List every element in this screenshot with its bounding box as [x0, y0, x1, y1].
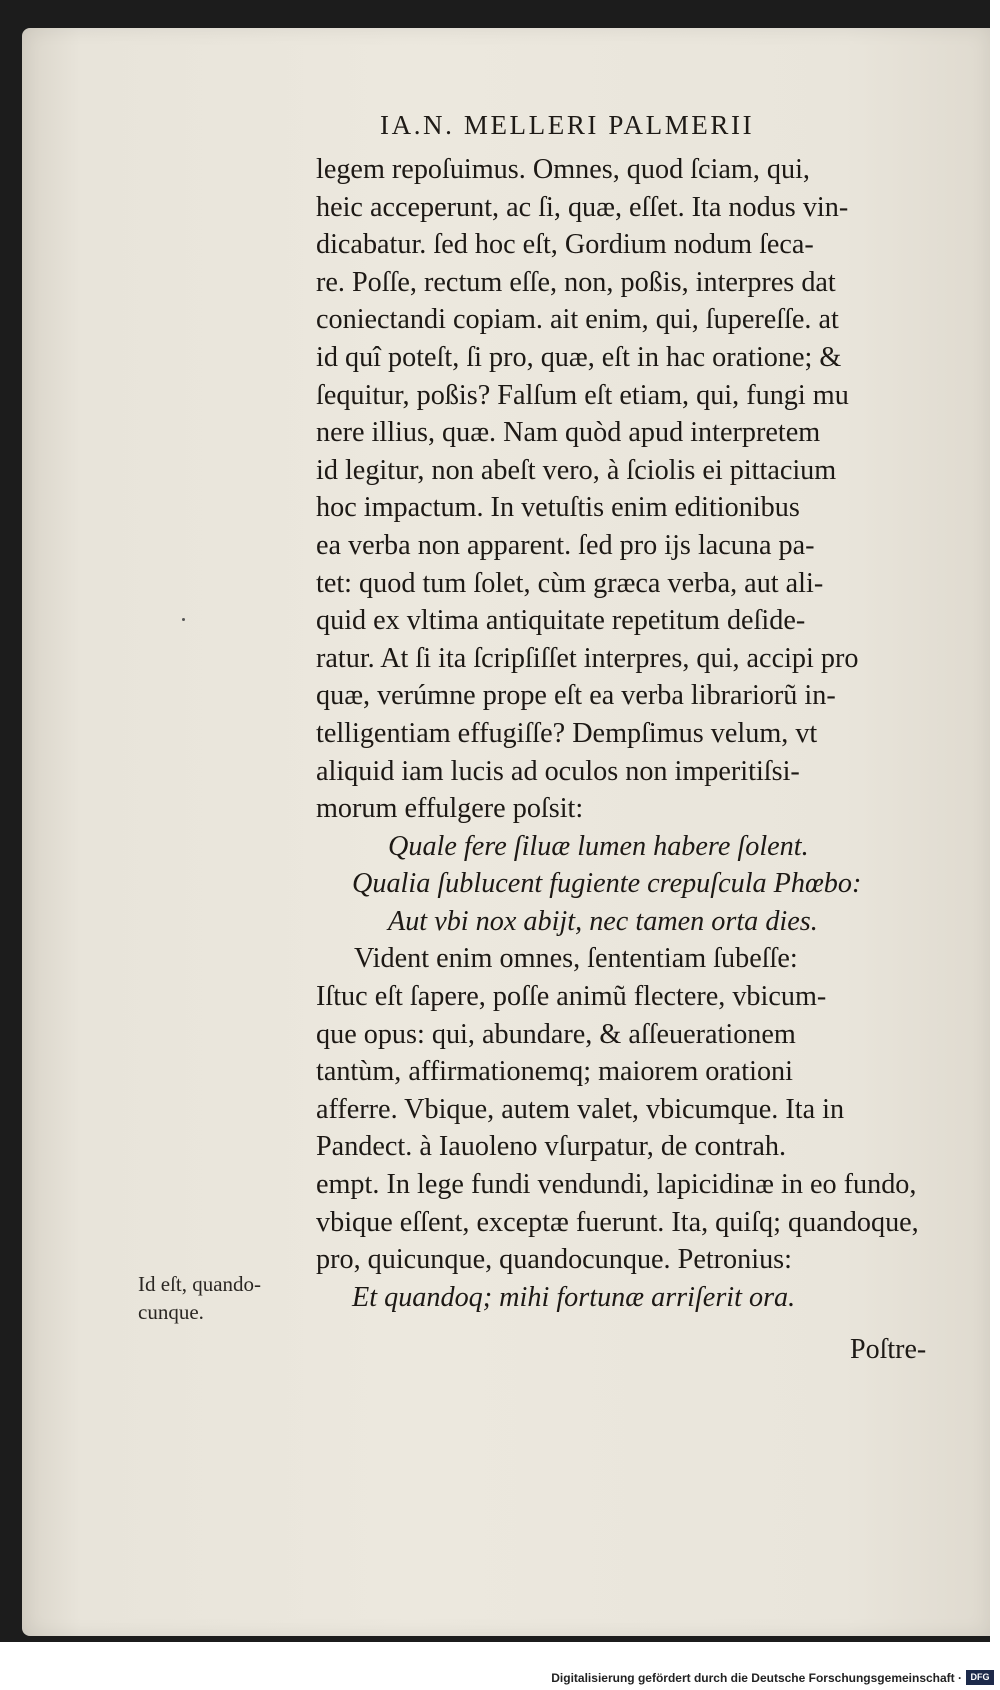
text-line: quæ, verúmne prope eſt ea verba librariorũ in- [316, 680, 836, 712]
marginal-note [138, 1270, 261, 1326]
text-line: id quî poteſt, ſi pro, quæ, eſt in hac oratione; & [316, 341, 842, 373]
verse-line: Et quandoq; mihi fortunæ arriſerit ora. [352, 1281, 796, 1313]
dfg-logo-icon: DFG [966, 1670, 994, 1685]
footer-credit: Digitalisierung gefördert durch die Deutsche Forschungsgemeinschaft · [551, 1671, 962, 1685]
text-line: quid ex vltima antiquitate repetitum deſide- [316, 605, 806, 637]
text-line: aliquid iam lucis ad oculos non imperitiſsi- [316, 755, 800, 787]
text-line: legem repoſuimus. Omnes, quod ſciam, qui, [316, 154, 810, 185]
text-line: dicabatur. ſed hoc eſt, Gordium nodum ſeca- [316, 229, 814, 261]
text-line: tet: quod tum ſolet, cùm græca verba, aut ali- [316, 567, 824, 599]
verse-line: Qualia ſublucent fugiente crepuſcula Phœbo: [352, 868, 862, 900]
text-line: Pandect. à Iauoleno vſurpatur, de contrah. [316, 1131, 787, 1163]
text-line: afferre. Vbique, autem valet, vbicumque. Ita in [316, 1093, 845, 1125]
text-line: que opus: qui, abundare, & aſſeuerationem [316, 1018, 796, 1050]
text-line: vbique eſſent, exceptæ fuerunt. Ita, quiſq; quandoque, [316, 1206, 919, 1238]
text-line: telligentiam effugiſſe? Dempſimus velum, vt [316, 717, 818, 749]
text-line: ratur. At ſi ita ſcripſiſſet interpres, qui, accipi pro [316, 642, 859, 674]
catchword: Poſtre- [850, 1334, 927, 1365]
marginal-note-line: Id eſt, quando- [138, 1272, 262, 1296]
text-line: ſequitur, poßis? Falſum eſt etiam, qui, fungi mu [316, 379, 849, 411]
text-line: nere illius, quæ. Nam quòd apud interpretem [316, 417, 821, 449]
text-line: empt. In lege fundi vendundi, lapicidinæ in eo fundo, [316, 1169, 917, 1201]
marginal-note-line: cunque. [138, 1300, 204, 1324]
text-line: tantùm, affirmationemq; maiorem orationi [316, 1056, 793, 1088]
paragraph-start-line: Vident enim omnes, ſententiam ſubeſſe: [354, 943, 798, 975]
text-line: id legitur, non abeſt vero, à ſciolis ei pittacium [316, 454, 837, 486]
verse-line: Quale fere ſiluæ lumen habere ſolent. [388, 830, 809, 862]
text-line: coniectandi copiam. ait enim, qui, ſupereſſe. at [316, 304, 839, 336]
text-line: pro, quicunque, quandocunque. Petronius: [316, 1244, 792, 1276]
text-line: heic acceperunt, ac ſi, quæ, eſſet. Ita nodus vin- [316, 191, 849, 223]
running-head: IA.N. MELLERI PALMERII [380, 110, 755, 140]
text-line: re. Poſſe, rectum eſſe, non, poßis, interpres dat [316, 266, 836, 298]
body-text [316, 151, 956, 1316]
text-line: morum effulgere poſsit: [316, 793, 584, 825]
text-line: ea verba non apparent. ſed pro ijs lacuna pa- [316, 529, 815, 561]
paper-speck [182, 618, 185, 621]
verse-line: Aut vbi nox abijt, nec tamen orta dies. [388, 905, 818, 937]
text-line: Iſtuc eſt ſapere, poſſe animũ flectere, vbicum- [316, 981, 827, 1013]
text-line: hoc impactum. In vetuſtis enim editionibus [316, 492, 800, 524]
